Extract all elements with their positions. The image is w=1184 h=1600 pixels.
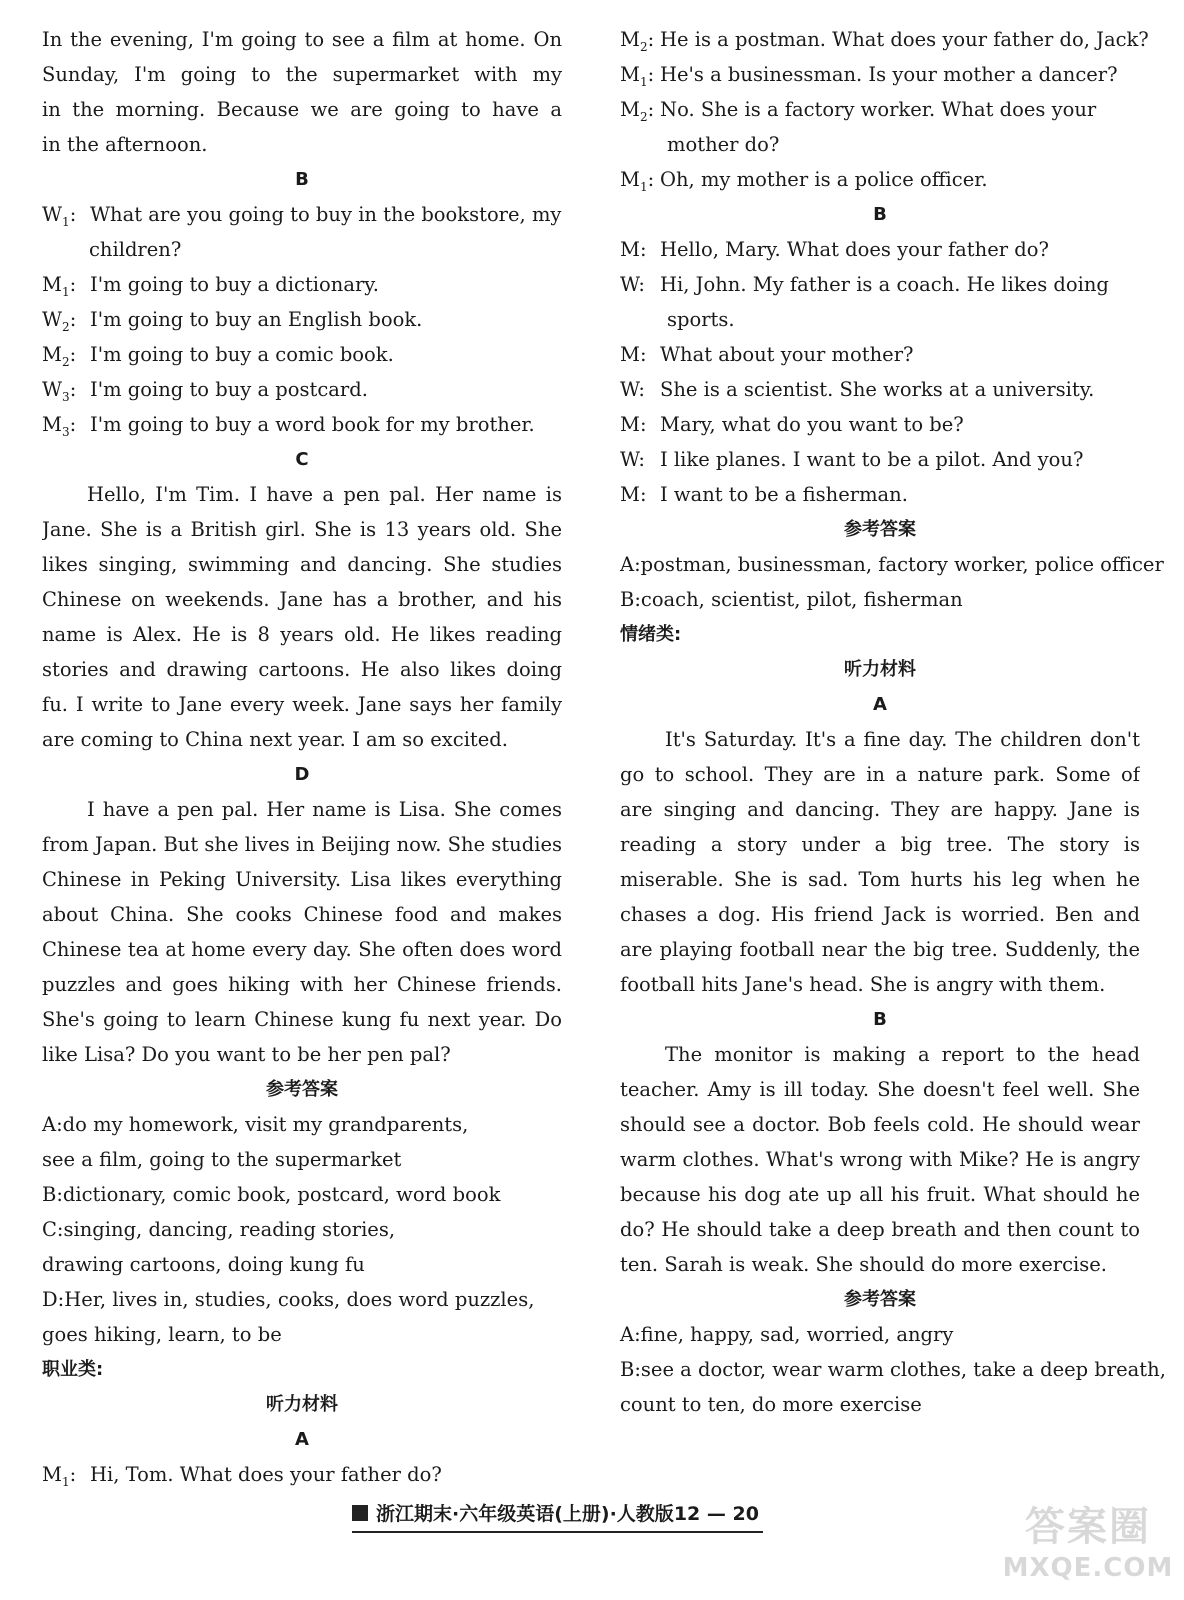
text-line: are playing football near the big tree. Suddenly, the (620, 938, 1140, 961)
text-line: teacher. Amy is ill today. She doesn't feel well. She (620, 1078, 1140, 1101)
text-line: in the afternoon. (42, 133, 208, 156)
speaker-number: 1 (61, 1474, 70, 1489)
dialogue-line (620, 267, 1140, 302)
speaker-number: 3 (62, 389, 70, 404)
dialogue-text: I'm going to buy an English book. (90, 308, 423, 331)
section-heading: C (295, 449, 309, 470)
speaker-letter: M (42, 273, 62, 296)
dialogue-continuation: children? (89, 238, 182, 261)
speaker-number: 3 (61, 424, 70, 439)
dialogue-line (620, 22, 1149, 57)
speaker: $W_1$: (42, 203, 77, 229)
answer-list (620, 1317, 1166, 1422)
speaker: $W_2$: (42, 308, 77, 334)
text-line: Sunday, I'm going to the supermarket with my (42, 63, 562, 86)
text-line: Chinese tea at home every day. She often does word (42, 938, 562, 961)
answer-line: A:fine, happy, sad, worried, angry (620, 1323, 954, 1346)
speaker-number: 1 (61, 284, 70, 299)
text-line: chases a dog. His friend Jack is worried. Ben and (620, 903, 1140, 926)
text-line: warm clothes. What's wrong with Mike? He is angry (620, 1148, 1140, 1171)
text-line: Chinese on weekends. Jane has a brother, and his (42, 588, 562, 611)
section-heading: B (873, 204, 887, 225)
page-number: 12 — 20 (673, 1503, 759, 1525)
section-heading: D (294, 764, 310, 785)
answer-line: D:Her, lives in, studies, cooks, does word puzzles, (42, 1288, 535, 1311)
speaker-letter: M (620, 413, 640, 436)
dialogue-line (620, 442, 1140, 477)
speaker: M: (620, 343, 647, 366)
paragraph (620, 722, 1140, 1002)
dialogue-continuation: mother do? (667, 133, 780, 156)
speaker-letter: M (620, 98, 640, 121)
listening-heading: 听力材料 (844, 659, 916, 680)
dialogue-line (620, 477, 1140, 512)
dialogue-text: Hi, Tom. What does your father do? (90, 1463, 442, 1486)
speaker-letter: W (42, 203, 63, 226)
section-heading: A (873, 694, 887, 715)
speaker-number: 2 (639, 39, 648, 54)
text-line: stories and drawing cartoons. He also likes doing (42, 658, 562, 681)
text-line: It's Saturday. It's a fine day. The children don't (665, 728, 1140, 751)
answers-heading: 参考答案 (844, 519, 916, 540)
watermark-top: 答案圈 (1025, 1504, 1151, 1550)
text-line: because his dog ate up all his fruit. What should he (620, 1183, 1140, 1206)
answer-list (42, 1107, 562, 1352)
dialogue-text: I'm going to buy a word book for my brother. (90, 413, 535, 436)
answer-line: count to ten, do more exercise (620, 1393, 922, 1416)
dialogue-text: Mary, what do you want to be? (660, 413, 964, 436)
right-column (620, 22, 1166, 1422)
dialogue-line (620, 232, 1140, 267)
speaker: $M_1$: (42, 1463, 77, 1489)
dialogue (42, 197, 562, 442)
dialogue-text: What are you going to buy in the bookstore, my (90, 203, 562, 226)
dialogue-line (42, 337, 562, 372)
text-line: in the morning. Because we are going to have a (42, 98, 562, 121)
text-line: In the evening, I'm going to see a film at home. On (42, 28, 562, 51)
text-line: puzzles and goes hiking with her Chinese friends. (42, 973, 562, 996)
category-heading: 情绪类: (620, 624, 682, 645)
text-line: likes singing, swimming and dancing. She studies (42, 553, 562, 576)
speaker-letter: M (42, 1463, 62, 1486)
section-heading: B (873, 1009, 887, 1030)
dialogue-text: I want to be a fisherman. (660, 483, 908, 506)
speaker: M: (620, 238, 647, 261)
speaker-number: 2 (61, 354, 70, 369)
watermark-bottom: MXQE.COM (1002, 1553, 1174, 1583)
answer-line: B:see a doctor, wear warm clothes, take a deep breath, (620, 1358, 1166, 1381)
answer-line: A:postman, businessman, factory worker, police officer (620, 553, 1164, 576)
answer-line: goes hiking, learn, to be (42, 1323, 282, 1346)
dialogue-line (620, 337, 1140, 372)
text-line: Hello, I'm Tim. I have a pen pal. Her name is (87, 483, 562, 506)
dialogue-line (42, 197, 562, 232)
dialogue (42, 1457, 562, 1492)
text-line: football hits Jane's head. She is angry with them. (620, 973, 1106, 996)
answer-list (620, 547, 1164, 617)
speaker-letter: W (620, 378, 639, 401)
answers-heading: 参考答案 (844, 1289, 916, 1310)
paragraph (620, 1037, 1140, 1282)
dialogue-line (620, 372, 1140, 407)
speaker: $M_3$: (42, 413, 77, 439)
dialogue-text: Oh, my mother is a police officer. (660, 168, 988, 191)
answer-line: B:dictionary, comic book, postcard, word book (42, 1183, 501, 1206)
speaker-letter: W (42, 378, 63, 401)
text-line: are coming to China next year. I am so excited. (42, 728, 508, 751)
text-line: about China. She cooks Chinese food and makes (42, 903, 562, 926)
speaker-letter: M (620, 238, 640, 261)
text-line: should see a doctor. Bob feels cold. He should wear (620, 1113, 1140, 1136)
text-line: Chinese in Peking University. Lisa likes everything (42, 868, 562, 891)
square-icon (352, 1505, 368, 1521)
dialogue-text: She is a scientist. She works at a university. (660, 378, 1095, 401)
speaker: $M_1$: (620, 63, 655, 89)
dialogue-line (42, 407, 562, 442)
speaker: $M_1$: (620, 168, 655, 194)
speaker-number: 2 (62, 319, 70, 334)
footer-title: 浙江期末·六年级英语(上册)·人教版 (376, 1503, 674, 1525)
dialogue-text: I like planes. I want to be a pilot. And you? (660, 448, 1084, 471)
text-line: are singing and dancing. They are happy. Jane is (620, 798, 1140, 821)
dialogue-text: Hello, Mary. What does your father do? (660, 238, 1049, 261)
dialogue-text: He's a businessman. Is your mother a dancer? (660, 63, 1118, 86)
answer-line: see a film, going to the supermarket (42, 1148, 402, 1171)
speaker-number: 2 (639, 109, 648, 124)
left-column (42, 22, 562, 1492)
text-line: miserable. She is sad. Tom hurts his leg when he (620, 868, 1140, 891)
paragraph (42, 792, 562, 1072)
speaker: W: (620, 378, 645, 401)
speaker-letter: M (620, 483, 640, 506)
speaker: $M_1$: (42, 273, 77, 299)
dialogue (620, 22, 1149, 197)
dialogue-text: Hi, John. My father is a coach. He likes doing (660, 273, 1109, 296)
dialogue-text: No. She is a factory worker. What does your (660, 98, 1097, 121)
text-line: The monitor is making a report to the head (665, 1043, 1140, 1066)
speaker-number: 1 (639, 179, 648, 194)
speaker-letter: M (42, 343, 62, 366)
text-line: ten. Sarah is weak. She should do more exercise. (620, 1253, 1107, 1276)
speaker-letter: M (42, 413, 62, 436)
answer-line: B:coach, scientist, pilot, fisherman (620, 588, 963, 611)
speaker: $M_2$: (42, 343, 77, 369)
speaker-letter: M (620, 28, 640, 51)
dialogue-text: What about your mother? (660, 343, 914, 366)
dialogue-line (42, 267, 562, 302)
section-heading: B (295, 169, 309, 190)
dialogue-line (42, 372, 562, 407)
watermark-logo (1000, 1502, 1176, 1594)
text-line: go to school. They are in a nature park. Some of (620, 763, 1140, 786)
text-line: do? He should take a deep breath and then count to (620, 1218, 1140, 1241)
text-line: I have a pen pal. Her name is Lisa. She comes (87, 798, 562, 821)
paragraph (42, 477, 562, 757)
speaker-letter: W (620, 273, 639, 296)
speaker-letter: M (620, 168, 640, 191)
text-line: reading a story under a big tree. The story is (620, 833, 1140, 856)
dialogue-line (620, 92, 1140, 127)
dialogue-text: He is a postman. What does your father do, Jack? (660, 28, 1149, 51)
answer-line: A:do my homework, visit my grandparents, (42, 1113, 469, 1136)
answers-heading: 参考答案 (266, 1079, 338, 1100)
answer-line: drawing cartoons, doing kung fu (42, 1253, 365, 1276)
dialogue-text: I'm going to buy a postcard. (90, 378, 368, 401)
text-line: fu. I write to Jane every week. Jane says her family (42, 693, 562, 716)
speaker: M: (620, 483, 647, 506)
text-line: from Japan. But she lives in Beijing now. She studies (42, 833, 562, 856)
speaker-letter: W (42, 308, 63, 331)
text-line: like Lisa? Do you want to be her pen pal? (42, 1043, 451, 1066)
dialogue-line (42, 302, 562, 337)
text-line: name is Alex. He is 8 years old. He likes reading (42, 623, 562, 646)
text-line: She's going to learn Chinese kung fu next year. Do (42, 1008, 562, 1031)
page-footer (352, 1497, 763, 1533)
listening-heading: 听力材料 (266, 1394, 338, 1415)
category-heading: 职业类: (42, 1359, 104, 1380)
speaker-number: 1 (639, 74, 648, 89)
section-heading: A (295, 1429, 309, 1450)
dialogue-line (620, 57, 1140, 92)
speaker: $M_2$: (620, 98, 655, 124)
dialogue-line (620, 407, 1140, 442)
speaker: $M_2$: (620, 28, 655, 54)
speaker: M: (620, 413, 647, 436)
dialogue-line (42, 1457, 562, 1492)
speaker-number: 1 (62, 214, 70, 229)
speaker-letter: W (620, 448, 639, 471)
speaker-letter: M (620, 343, 640, 366)
dialogue-text: I'm going to buy a dictionary. (90, 273, 379, 296)
dialogue (620, 232, 1140, 512)
speaker: W: (620, 273, 645, 296)
dialogue-line (620, 162, 1140, 197)
answer-line: C:singing, dancing, reading stories, (42, 1218, 396, 1241)
speaker: W: (620, 448, 645, 471)
dialogue-continuation: sports. (667, 308, 735, 331)
dialogue-text: I'm going to buy a comic book. (90, 343, 394, 366)
text-line: Jane. She is a British girl. She is 13 years old. She (42, 518, 562, 541)
speaker-letter: M (620, 63, 640, 86)
speaker: $W_3$: (42, 378, 77, 404)
